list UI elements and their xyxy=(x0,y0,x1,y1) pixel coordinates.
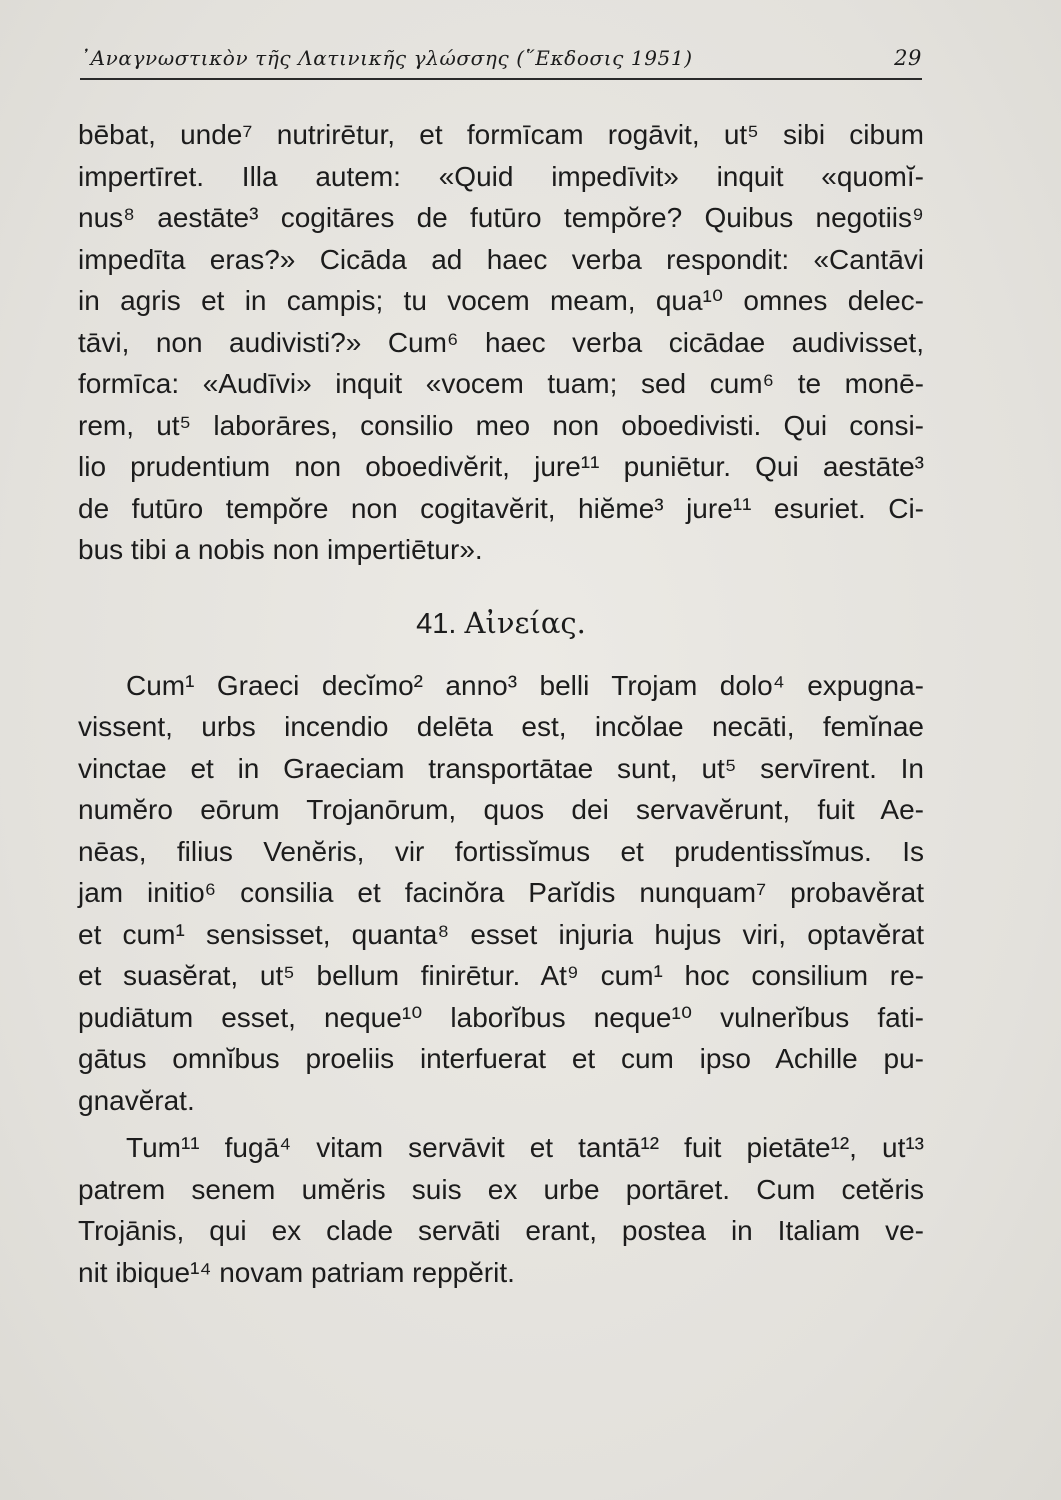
text-line: rem, ut⁵ laborāres, consilio meo non oboedivisti. Qui consi- xyxy=(78,409,924,441)
passage-aeneas-continued xyxy=(78,1127,924,1293)
text-line: Tum¹¹ fugā⁴ vitam servāvit et tantā¹² fuit pietāte¹², ut¹³ xyxy=(126,1132,924,1163)
text-line: lio prudentium non oboedivĕrit, jure¹¹ puniētur. Qui aestāte³ xyxy=(78,451,924,482)
text-line: gātus omnĭbus proeliis interfuerat et cum ipso Achille pu- xyxy=(78,1043,924,1074)
text-line: Cum¹ Graeci decĭmo² anno³ belli Trojam dolo⁴ expugna- xyxy=(126,669,924,701)
text-line: gnavĕrat. xyxy=(78,1084,195,1116)
body-text xyxy=(78,114,924,1293)
section-heading xyxy=(78,587,924,659)
text-line: vissent, urbs incendio delēta est, incŏlae necāti, femĭnae xyxy=(78,711,924,742)
text-line: nus⁸ aestāte³ cogitāres de futūro tempŏre? Quibus negotiis⁹ xyxy=(78,202,924,233)
text-line: patrem senem umĕris suis ex urbe portāret. Cum cetĕris xyxy=(78,1173,924,1205)
text-line: nēas, filius Venĕris, vir fortissĭmus et prudentissĭmus. Is xyxy=(78,835,924,867)
page-header xyxy=(80,44,922,80)
text-line: bus tibi a nobis non impertiētur». xyxy=(78,534,483,565)
running-title: ᾿Αναγνωστικὸν τῆς Λατινικῆς γλώσσης (῞Εκδοσις 1951) xyxy=(80,46,693,70)
text-line: in agris et in campis; tu vocem meam, qua¹⁰ omnes delec- xyxy=(78,285,924,316)
text-line: vinctae et in Graeciam transportātae sunt, ut⁵ servīrent. In xyxy=(78,752,924,784)
text-line: pudiātum esset, neque¹⁰ laborĭbus neque¹⁰ vulnerĭbus fati- xyxy=(78,1001,924,1033)
text-line: numĕro eōrum Trojanōrum, quos dei servavĕrunt, fuit Ae- xyxy=(78,794,924,825)
text-line: et cum¹ sensisset, quanta⁸ esset injuria hujus viri, optavĕrat xyxy=(78,918,924,950)
text-line: Trojānis, qui ex clade servāti erant, postea in Italiam ve- xyxy=(78,1215,924,1246)
text-line: bēbat, unde⁷ nutrirētur, et formīcam rogāvit, ut⁵ sibi cibum xyxy=(78,119,924,150)
passage-aeneas xyxy=(78,665,924,1122)
passage-cicada-and-ant xyxy=(78,114,924,571)
text-line: formīca: «Audīvi» inquit «vocem tuam; sed cum⁶ te monē- xyxy=(78,368,924,399)
text-line: de futūro tempŏre non cogitavĕrit, hiĕme³ jure¹¹ esuriet. Ci- xyxy=(78,492,924,524)
text-line: tāvi, non audivisti?» Cum⁶ haec verba cicādae audivisset, xyxy=(78,326,924,358)
page-number: 29 xyxy=(894,46,922,70)
text-line: nit ibique¹⁴ novam patriam reppĕrit. xyxy=(78,1256,515,1288)
text-line: et suasĕrat, ut⁵ bellum finirētur. At⁹ cum¹ hoc consilium re- xyxy=(78,960,924,991)
section-number: 41. xyxy=(416,607,457,640)
text-line: impedīta eras?» Cicāda ad haec verba respondit: «Cantāvi xyxy=(78,243,924,275)
section-title: Αἰνείας. xyxy=(464,605,586,640)
text-line: jam initio⁶ consilia et facinŏra Parĭdis nunquam⁷ probavĕrat xyxy=(78,877,924,908)
text-line: impertīret. Illa autem: «Quid impedīvit» inquit «quomĭ- xyxy=(78,160,924,192)
